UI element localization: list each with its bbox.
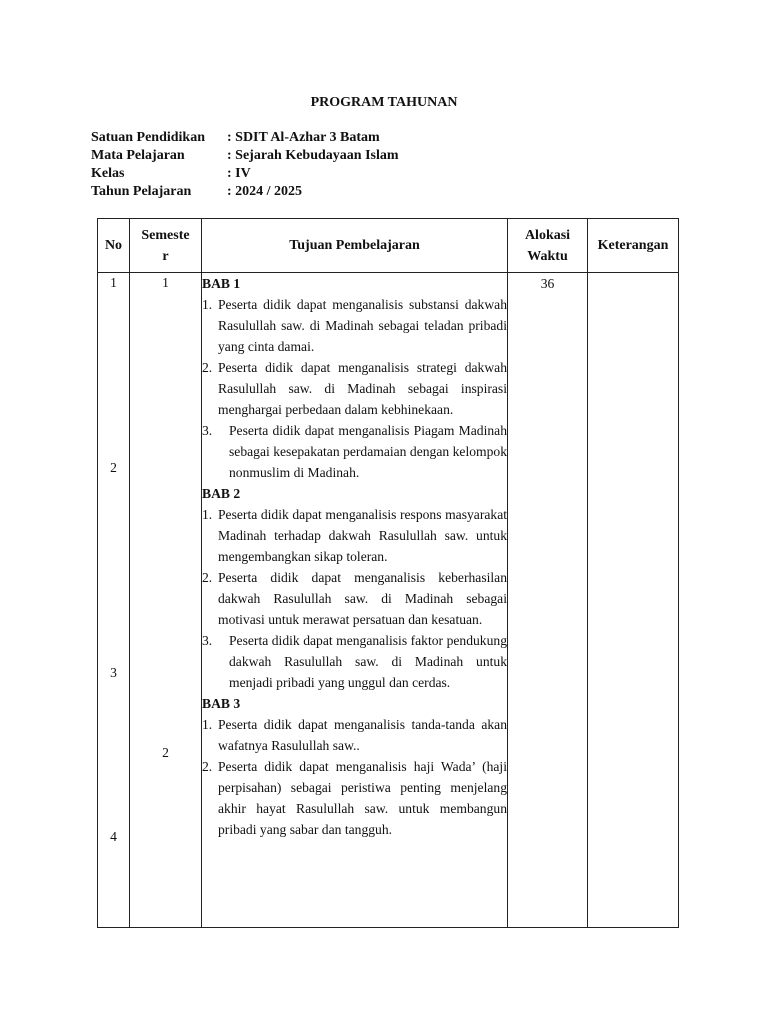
meta-label: Satuan Pendidikan xyxy=(91,130,205,145)
meta-label: Kelas xyxy=(91,166,125,181)
list-item: 3. Peserta didik dapat menganalisis faktor pendukung dakwah Rasulullah saw. di Madinah untuk menjadi pribadi yang unggul dan cerdas. xyxy=(202,633,507,690)
table-row xyxy=(98,273,679,928)
bab-list xyxy=(202,504,507,693)
meta-label: Tahun Pelajaran xyxy=(91,184,192,199)
bab-list xyxy=(202,294,507,483)
semester-cell xyxy=(130,273,202,928)
document-meta xyxy=(91,129,399,201)
program-table xyxy=(97,218,679,928)
document-title: PROGRAM TAHUNAN xyxy=(310,95,458,110)
bab-title: BAB 1 xyxy=(202,276,241,291)
semester-value: 2 xyxy=(162,745,169,760)
bab-title: BAB 2 xyxy=(202,486,241,501)
meta-value: : IV xyxy=(227,166,251,181)
header-no: No xyxy=(98,219,130,273)
meta-value: : 2024 / 2025 xyxy=(227,184,303,199)
meta-value: : Sejarah Kebudayaan Islam xyxy=(227,148,399,163)
no-value: 2 xyxy=(110,460,117,475)
header-alokasi: Alokasi Waktu xyxy=(508,219,588,273)
tujuan-cell xyxy=(202,273,508,928)
table-header-row xyxy=(98,219,679,273)
header-tujuan: Tujuan Pembelajaran xyxy=(202,219,508,273)
no-value: 3 xyxy=(110,665,117,680)
no-cell xyxy=(98,273,130,928)
semester-value: 1 xyxy=(162,275,169,290)
list-item: 3. Peserta didik dapat menganalisis Piagam Madinah sebagai kesepakatan perdamaian dengan kelompok nonmuslim di Madinah. xyxy=(202,423,507,480)
no-value: 1 xyxy=(110,275,117,290)
alokasi-cell: 36 xyxy=(508,273,588,928)
no-value: 4 xyxy=(110,829,117,844)
meta-value: : SDIT Al-Azhar 3 Batam xyxy=(227,130,380,145)
bab-title: BAB 3 xyxy=(202,696,241,711)
header-semester: Semeste r xyxy=(130,219,202,273)
list-item: 2. Peserta didik dapat menganalisis haji Wada’ (haji perpisahan) sebagai peristiwa penting menjelang akhir hayat Rasulullah saw. untuk membangun pribadi yang sabar dan tangguh. xyxy=(202,759,507,837)
bab-list xyxy=(202,714,507,840)
keterangan-cell xyxy=(588,273,679,928)
list-item: 2. Peserta didik dapat menganalisis keberhasilan dakwah Rasulullah saw. di Madinah sebagai motivasi untuk merawat persatuan dan kesatuan. xyxy=(202,570,507,627)
meta-row-tahun xyxy=(91,183,399,201)
meta-label: Mata Pelajaran xyxy=(91,148,185,163)
meta-row-kelas xyxy=(91,165,399,183)
meta-row-mapel xyxy=(91,147,399,165)
list-item: 1. Peserta didik dapat menganalisis tanda-tanda akan wafatnya Rasulullah saw.. xyxy=(202,717,507,753)
list-item: 2. Peserta didik dapat menganalisis strategi dakwah Rasulullah saw. di Madinah sebagai inspirasi menghargai perbedaan dalam kebhinekaan. xyxy=(202,360,507,417)
list-item: 1. Peserta didik dapat menganalisis substansi dakwah Rasulullah saw. di Madinah sebagai teladan pribadi yang cinta damai. xyxy=(202,297,507,354)
header-keterangan: Keterangan xyxy=(588,219,679,273)
meta-row-satuan xyxy=(91,129,399,147)
list-item: 1. Peserta didik dapat menganalisis respons masyarakat Madinah terhadap dakwah Rasulullah saw. untuk mengembangkan sikap toleran. xyxy=(202,507,507,564)
